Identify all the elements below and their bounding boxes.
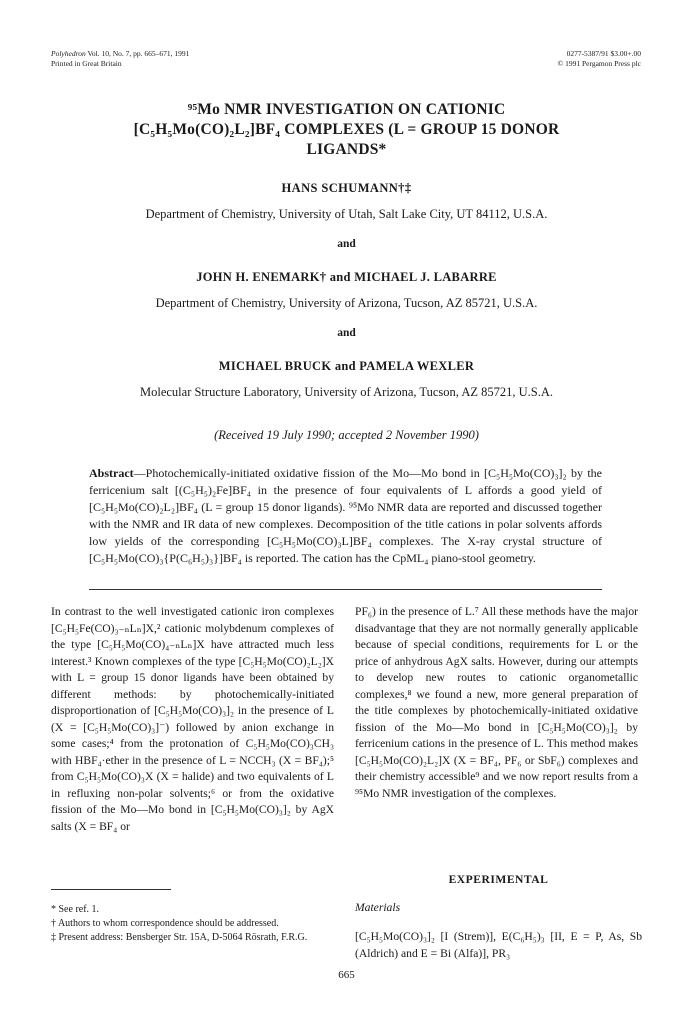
journal-volume: Vol. 10, No. 7, pp. 665–671, 1991: [85, 49, 190, 58]
title-line-3: LIGANDS*: [306, 141, 387, 158]
abstract-text: —Photochemically-initiated oxidative fission of the Mo—Mo bond in [C₅H₅Mo(CO)₃]₂ by the ferricenium salt [(C₅H₅)₂Fe]BF₄ in the presence of four equivalents of L affords a good yield of [C₅H₅Mo(CO)₂L₂]BF₄ (L = group 15 donor ligands). ⁹⁵Mo NMR data are reported and discussed together with the NMR and IR data of new complexes. Decomposition of the title cations in polar solvents affords low yields of the corresponding [C₅H₅Mo(CO)₃L]BF₄ complexes. The X-ray crystal structure of [C₅H₅Mo(CO)₃{P(C₆H₅)₃}]BF₄ is reported. The cation has the CpML₄ piano-stool geometry.: [89, 466, 602, 565]
author-1: HANS SCHUMANN†‡: [281, 181, 412, 195]
affiliation-3: Molecular Structure Laboratory, University of Arizona, Tucson, AZ 85721, U.S.A.: [139, 385, 554, 399]
author-3: MICHAEL BRUCK and PAMELA WEXLER: [218, 359, 475, 373]
journal-header: [51, 49, 189, 69]
footnote-1: * See ref. 1.: [51, 904, 100, 915]
printed-in: Printed in Great Britain: [51, 59, 122, 68]
subsection-heading: Materials: [355, 901, 401, 914]
author-2: JOHN H. ENEMARK† and MICHAEL J. LABARRE: [196, 270, 497, 284]
footnote-3: ‡ Present address: Bensberger Str. 15A, D-5064 Rösrath, F.R.G.: [51, 932, 308, 943]
materials-text: [C₅H₅Mo(CO)₃]₂ [I (Strem)], E(C₆H₅)₃ [II, E = P, As, Sb (Aldrich) and E = Bi (Alfa)], PR₃: [355, 930, 642, 960]
affiliation-2: Department of Chemistry, University of Arizona, Tucson, AZ 85721, U.S.A.: [155, 296, 538, 310]
title-line-2: [C₅H₅Mo(CO)₂L₂]BF₄ COMPLEXES (L = GROUP 15 DONOR: [133, 121, 560, 138]
body-column-right: PF₆) in the presence of L.⁷ All these methods have the major disadvantage that they are not normally generally applicable because of special conditions, requirements for L or the price of anhydrous AgX salts. However, during our attempts to develop new routes to cationic organometallic complexes,⁸ we found a new, more general preparation of the title complexes by photochemically-initiated oxidative fission of the Mo—Mo bond in [C₅H₅Mo(CO)₃]₂ by ferricenium cations in the presence of L. This method makes [C₅H₅Mo(CO)₂L₂]X (X = BF₄, PF₆ or SbF₆) complexes and their chemistry accessible⁹ and we now report results from a ⁹⁵Mo NMR investigation of the complexes.: [355, 605, 638, 800]
publisher-header: [558, 49, 641, 69]
section-heading: EXPERIMENTAL: [448, 873, 549, 886]
and-separator-1: and: [337, 238, 356, 250]
journal-name: Polyhedron: [51, 49, 86, 58]
title-line-1: ⁹⁵Mo NMR INVESTIGATION ON CATIONIC: [187, 101, 506, 118]
and-separator-2: and: [337, 327, 356, 339]
article-title: [60, 100, 633, 160]
copyright: © 1991 Pergamon Press plc: [557, 59, 641, 68]
footnote-divider: [51, 889, 171, 890]
issn-price: 0277-5387/91 $3.00+.00: [566, 49, 641, 58]
received-dates: (Received 19 July 1990; accepted 2 November 1990): [214, 428, 479, 442]
page-number: 665: [338, 969, 355, 981]
journal-citation: [51, 49, 189, 59]
body-column-left: In contrast to the well investigated cationic iron complexes [C₅H₅Fe(CO)₃₋ₙLₙ]X,² cationic molybdenum complexes of the type [C₅H₅Mo(CO)₄₋ₙLₙ]X have attracted much less interest.³ Known complexes of the type [C₅H₅Mo(CO)₂L₂]X with L = group 15 donor ligands have been obtained by different methods: by photochemically-initiated disproportionation of [C₅H₅Mo(CO)₃]₂ in the presence of L (X = [C₅H₅Mo(CO)₃]⁻) followed by anion exchange in some cases;⁴ from the protonation of C₅H₅Mo(CO)₃CH₃ with HBF₄·ether in the presence of L = NCCH₃ (X = BF₄);⁵ from C₅H₅Mo(CO)₃X (X = halide) and two equivalents of L in refluxing non-polar solvents;⁶ or from the oxidative fission of the Mo—Mo bond in [C₅H₅Mo(CO)₃]₂ by AgX salts (X = BF₄ or: [51, 605, 334, 833]
affiliation-1: Department of Chemistry, University of Utah, Salt Lake City, UT 84112, U.S.A.: [145, 207, 548, 221]
abstract: [89, 465, 602, 567]
abstract-divider: [89, 589, 602, 590]
footnote-2: † Authors to whom correspondence should be addressed.: [51, 918, 279, 929]
abstract-label: Abstract: [89, 466, 134, 480]
